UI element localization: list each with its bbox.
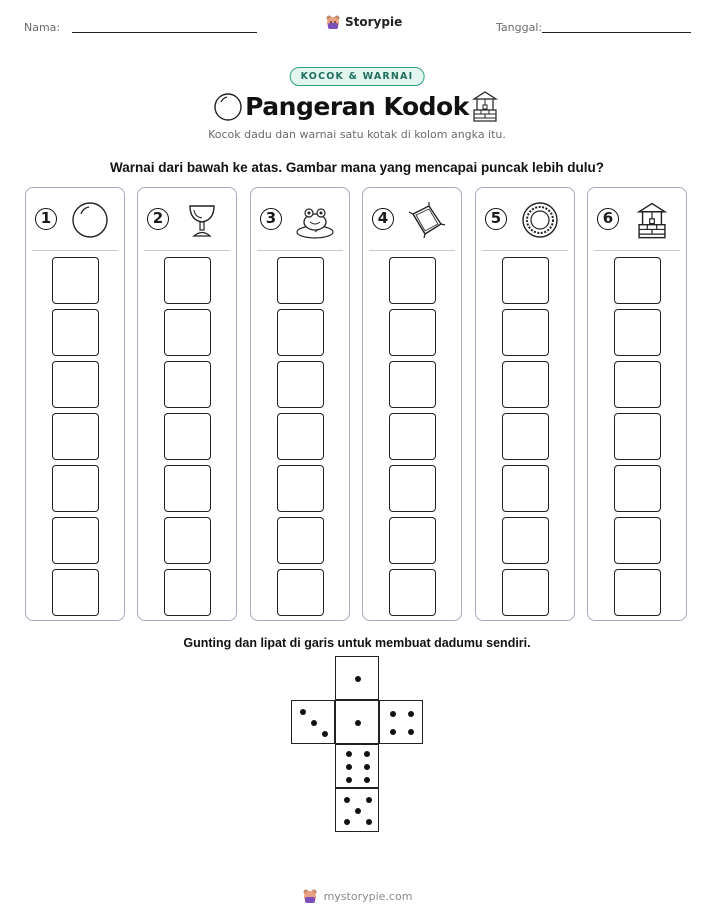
die-face bbox=[335, 656, 379, 700]
die-pip bbox=[366, 797, 372, 803]
color-box[interactable] bbox=[389, 309, 436, 356]
color-box[interactable] bbox=[164, 361, 211, 408]
die-face bbox=[335, 788, 379, 832]
color-box[interactable] bbox=[502, 257, 549, 304]
column-divider bbox=[144, 250, 230, 251]
die-pip bbox=[355, 720, 361, 726]
color-box[interactable] bbox=[502, 517, 549, 564]
color-box[interactable] bbox=[277, 257, 324, 304]
color-box[interactable] bbox=[614, 309, 661, 356]
die-pip bbox=[346, 764, 352, 770]
die-pip bbox=[355, 676, 361, 682]
color-box[interactable] bbox=[277, 465, 324, 512]
question-text: Warnai dari bawah ke atas. Gambar mana yang mencapai puncak lebih dulu? bbox=[110, 160, 604, 175]
color-box[interactable] bbox=[614, 257, 661, 304]
die-pip bbox=[355, 808, 361, 814]
color-box[interactable] bbox=[277, 309, 324, 356]
column-divider bbox=[32, 250, 118, 251]
die-pip bbox=[366, 819, 372, 825]
color-box[interactable] bbox=[502, 465, 549, 512]
die-pip bbox=[346, 777, 352, 783]
color-box[interactable] bbox=[164, 309, 211, 356]
die-face bbox=[335, 700, 379, 744]
column-number: 4 bbox=[372, 208, 394, 230]
color-box[interactable] bbox=[389, 569, 436, 616]
cut-instruction: Gunting dan lipat di garis untuk membuat dadumu sendiri. bbox=[183, 636, 531, 650]
color-box[interactable] bbox=[614, 361, 661, 408]
brand-logo bbox=[325, 14, 402, 30]
column-divider bbox=[594, 250, 680, 251]
golden-ball-icon bbox=[520, 200, 560, 240]
footer bbox=[0, 888, 714, 904]
name-label: Nama: bbox=[24, 21, 61, 34]
color-box[interactable] bbox=[614, 413, 661, 460]
die-pip bbox=[344, 797, 350, 803]
column-5 bbox=[475, 187, 575, 621]
bubble-icon bbox=[70, 200, 110, 240]
die-pip bbox=[322, 731, 328, 737]
color-box[interactable] bbox=[389, 465, 436, 512]
color-box[interactable] bbox=[614, 569, 661, 616]
goblet-icon bbox=[182, 200, 222, 240]
color-box[interactable] bbox=[52, 413, 99, 460]
color-box[interactable] bbox=[277, 569, 324, 616]
date-line[interactable] bbox=[542, 32, 691, 33]
color-box[interactable] bbox=[389, 413, 436, 460]
page-title: Pangeran Kodok bbox=[245, 92, 469, 121]
die-pip bbox=[344, 819, 350, 825]
column-number: 5 bbox=[485, 208, 507, 230]
die-pip bbox=[364, 764, 370, 770]
die-pip bbox=[390, 711, 396, 717]
die-pip bbox=[364, 777, 370, 783]
column-1 bbox=[25, 187, 125, 621]
color-box[interactable] bbox=[164, 413, 211, 460]
pillow-icon bbox=[407, 200, 447, 240]
bear-mascot-icon bbox=[302, 888, 318, 904]
column-2 bbox=[137, 187, 237, 621]
die-face bbox=[291, 700, 335, 744]
brand-name: Storypie bbox=[345, 15, 403, 29]
color-box[interactable] bbox=[502, 309, 549, 356]
color-box[interactable] bbox=[277, 517, 324, 564]
color-box[interactable] bbox=[277, 413, 324, 460]
date-label: Tanggal: bbox=[496, 21, 543, 34]
column-number: 2 bbox=[147, 208, 169, 230]
activity-badge: KOCOK & WARNAI bbox=[290, 67, 425, 86]
footer-url[interactable]: mystorypie.com bbox=[323, 889, 413, 903]
wishing-well-icon bbox=[470, 89, 500, 123]
die-pip bbox=[390, 729, 396, 735]
color-box[interactable] bbox=[164, 517, 211, 564]
color-box[interactable] bbox=[52, 361, 99, 408]
color-box[interactable] bbox=[52, 465, 99, 512]
column-divider bbox=[369, 250, 455, 251]
color-box[interactable] bbox=[277, 361, 324, 408]
color-box[interactable] bbox=[502, 569, 549, 616]
bear-mascot-icon bbox=[325, 14, 341, 30]
column-number: 3 bbox=[260, 208, 282, 230]
die-face bbox=[335, 744, 379, 788]
color-box[interactable] bbox=[389, 257, 436, 304]
column-divider bbox=[257, 250, 343, 251]
color-box[interactable] bbox=[502, 361, 549, 408]
column-6 bbox=[587, 187, 687, 621]
die-pip bbox=[311, 720, 317, 726]
column-4 bbox=[362, 187, 462, 621]
color-box[interactable] bbox=[164, 257, 211, 304]
color-box[interactable] bbox=[389, 517, 436, 564]
color-box[interactable] bbox=[52, 257, 99, 304]
color-box[interactable] bbox=[52, 569, 99, 616]
die-pip bbox=[364, 751, 370, 757]
color-box[interactable] bbox=[502, 413, 549, 460]
color-box[interactable] bbox=[389, 361, 436, 408]
page-subtitle: Kocok dadu dan warnai satu kotak di kolom angka itu. bbox=[208, 128, 506, 141]
color-box[interactable] bbox=[52, 517, 99, 564]
color-box[interactable] bbox=[52, 309, 99, 356]
die-pip bbox=[346, 751, 352, 757]
column-3 bbox=[250, 187, 350, 621]
frog-on-lilypad-icon bbox=[295, 200, 335, 240]
color-box[interactable] bbox=[164, 569, 211, 616]
column-number: 1 bbox=[35, 208, 57, 230]
column-divider bbox=[482, 250, 568, 251]
wishing-well-icon bbox=[632, 200, 672, 240]
die-pip bbox=[300, 709, 306, 715]
column-number: 6 bbox=[597, 208, 619, 230]
name-line[interactable] bbox=[72, 32, 257, 33]
color-box[interactable] bbox=[614, 517, 661, 564]
color-box[interactable] bbox=[614, 465, 661, 512]
die-pip bbox=[408, 711, 414, 717]
die-face bbox=[379, 700, 423, 744]
die-pip bbox=[408, 729, 414, 735]
color-box[interactable] bbox=[164, 465, 211, 512]
